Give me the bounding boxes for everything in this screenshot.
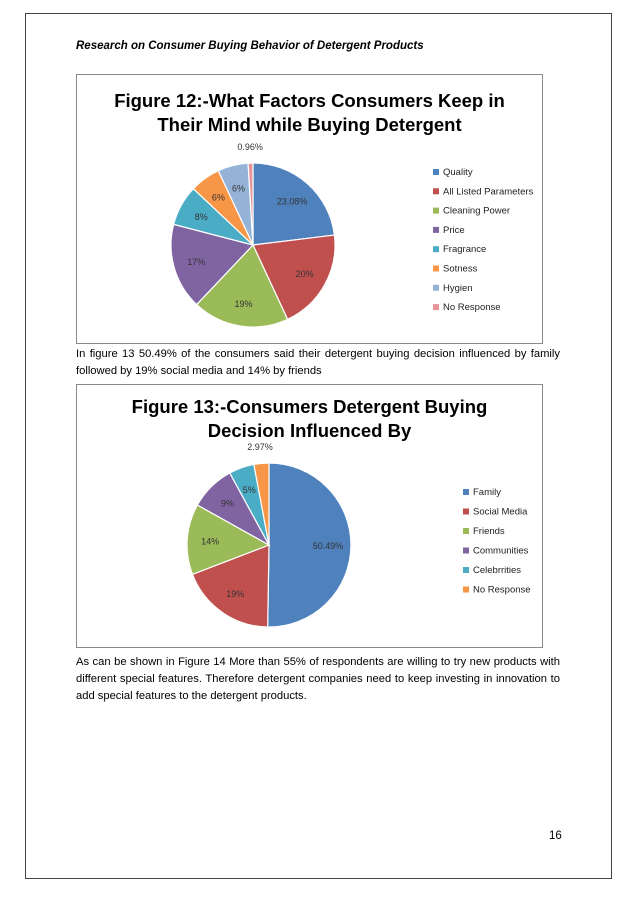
fig12-data-label: 6% bbox=[231, 183, 246, 194]
figure-12-title-line2: Their Mind while Buying Detergent bbox=[157, 114, 462, 135]
figure-13-chart bbox=[76, 384, 543, 648]
fig13-data-label: 9% bbox=[220, 498, 235, 509]
fig12-legend-swatch bbox=[433, 208, 439, 214]
figure-12-chart bbox=[76, 74, 543, 344]
fig12-legend-swatch bbox=[433, 285, 439, 291]
fig12-legend-label: Quality bbox=[443, 167, 473, 178]
fig13-legend-swatch bbox=[463, 528, 469, 534]
fig13-legend-label: Family bbox=[473, 487, 501, 498]
fig13-data-label: 2.97% bbox=[247, 442, 273, 453]
fig12-legend-label: Sotness bbox=[443, 263, 478, 275]
figure-12-svg bbox=[77, 75, 542, 343]
fig12-legend-label: No Response bbox=[443, 302, 501, 314]
fig12-legend-label: All Listed Parameters bbox=[443, 186, 534, 198]
paragraph-figure-13-intro: In figure 13 50.49% of the consumers said their detergent buying decision influenced by family followed by 19% social media and 14% by friends bbox=[76, 348, 560, 377]
fig13-legend-swatch bbox=[463, 509, 469, 515]
fig13-data-label: 14% bbox=[201, 536, 220, 547]
fig13-legend-label: Communities bbox=[473, 545, 529, 557]
fig12-legend-swatch bbox=[433, 246, 439, 252]
fig12-data-label: 6% bbox=[211, 192, 225, 203]
figure-13-title-line1: Figure 13:-Consumers Detergent Buying bbox=[131, 396, 488, 417]
fig12-data-label: 0.96% bbox=[237, 141, 263, 152]
page-number: 16 bbox=[549, 830, 562, 842]
fig13-legend-label: Celebrrities bbox=[473, 565, 522, 576]
fig12-legend-swatch bbox=[433, 227, 439, 233]
fig12-data-label: 8% bbox=[194, 211, 208, 222]
fig12-data-label: 20% bbox=[295, 269, 314, 280]
fig13-data-label: 5% bbox=[242, 484, 256, 495]
fig13-legend-label: Social Media bbox=[473, 506, 528, 518]
fig12-data-label: 17% bbox=[187, 256, 206, 267]
fig13-legend-label: No Response bbox=[473, 584, 531, 596]
fig12-legend-swatch bbox=[433, 169, 439, 175]
figure-12-title-line1: Figure 12:-What Factors Consumers Keep in bbox=[114, 90, 505, 111]
fig12-legend-label: Fragrance bbox=[443, 244, 487, 256]
fig12-legend-label: Price bbox=[443, 224, 465, 236]
fig13-data-label: 50.49% bbox=[312, 541, 344, 551]
fig12-legend-swatch bbox=[433, 188, 439, 194]
fig12-data-label: 23.08% bbox=[276, 196, 308, 207]
fig12-legend-label: Hygien bbox=[443, 282, 473, 294]
fig12-legend-label: Cleaning Power bbox=[443, 205, 511, 217]
fig13-data-label: 19% bbox=[226, 588, 245, 599]
fig12-legend-swatch bbox=[433, 304, 439, 310]
fig13-legend-swatch bbox=[463, 548, 469, 554]
fig13-legend-label: Friends bbox=[473, 526, 505, 537]
paragraph-figure-14: As can be shown in Figure 14 More than 55% of respondents are willing to try new products with different special features. Therefore detergent companies need to keep investing in innovation to add special features to the detergent products. bbox=[76, 656, 560, 702]
figure-13-svg bbox=[77, 385, 542, 647]
fig12-data-label: 19% bbox=[234, 298, 253, 309]
running-header: Research on Consumer Buying Behavior of Detergent Products bbox=[76, 40, 424, 52]
fig13-legend-swatch bbox=[463, 489, 469, 495]
fig13-legend-swatch bbox=[463, 567, 469, 573]
fig12-legend-swatch bbox=[433, 266, 439, 272]
fig13-legend-swatch bbox=[463, 587, 469, 593]
figure-13-title-line2: Decision Influenced By bbox=[207, 420, 412, 441]
